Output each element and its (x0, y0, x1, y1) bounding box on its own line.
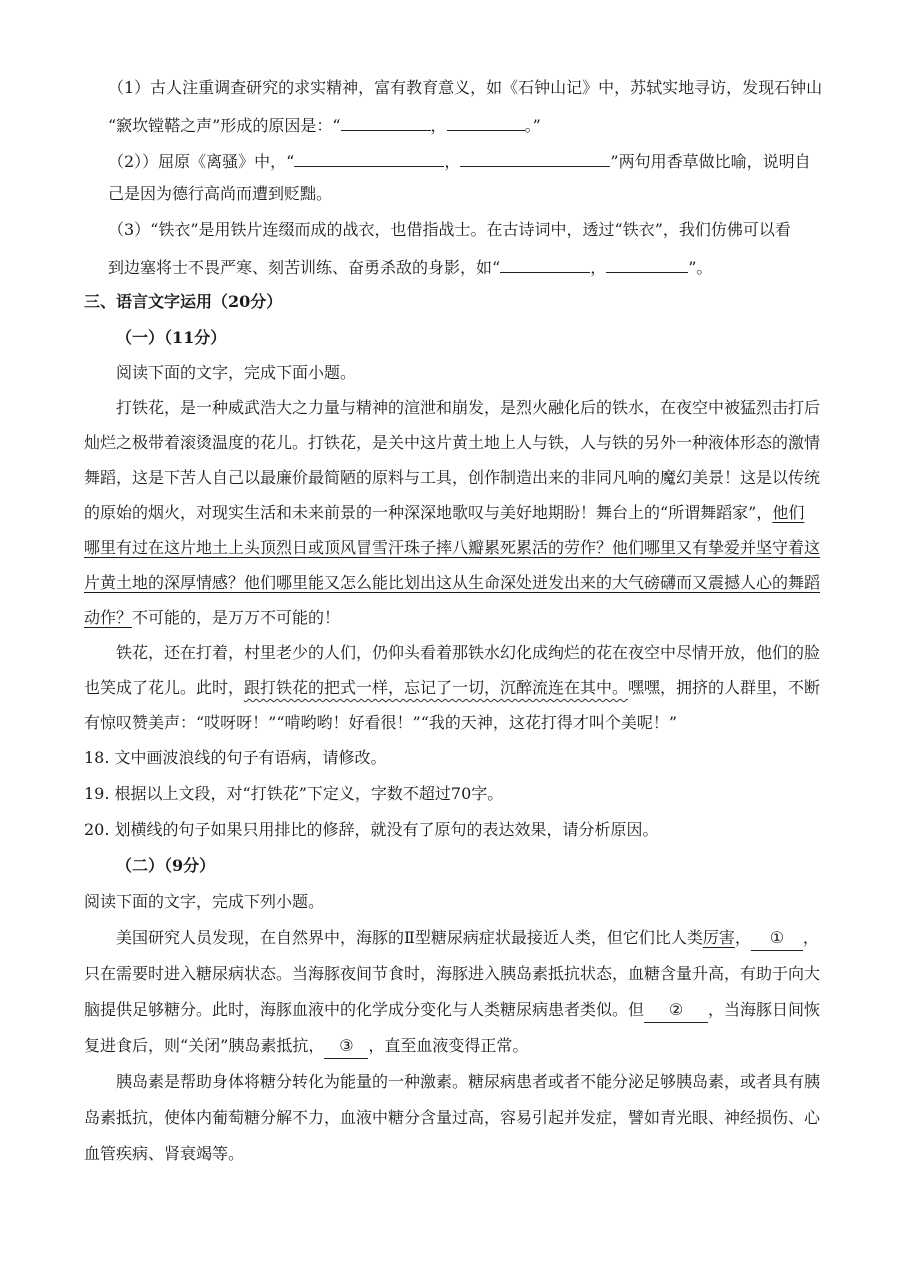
answer-blank[interactable] (294, 148, 444, 167)
q3-text: （3）“铁衣”是用铁片连缀而成的战衣，也借指战士。在古诗词中，透过“铁衣”，我们仿佛可以看 (108, 220, 791, 239)
answer-blank[interactable] (500, 254, 590, 273)
para1-line (84, 571, 820, 595)
plain-text: ， (802, 928, 819, 947)
blank-marker-1[interactable]: ① (751, 926, 803, 951)
plain-text: 美国研究人员发现，在自然界中，海豚的Ⅱ型糖尿病症状最接近人类，但它们比人类 (116, 928, 703, 947)
q3-prefix: 到边塞将士不畏严寒、刻苦训练、奋勇杀敌的身影，如“ (108, 258, 501, 277)
q1-suffix: 。” (524, 116, 541, 135)
para4-line: 胰岛素是帮助身体将糖分转化为能量的一种激素。糖尿病患者或者不能分泌足够胰岛素，或者具有胰 (116, 1072, 821, 1091)
plain-text: 也笑成了花儿。此时， (84, 678, 245, 697)
blank-marker-3[interactable]: ③ (324, 1034, 368, 1059)
plain-text: ，直至血液变得正常。 (368, 1036, 529, 1055)
para1-line: 打铁花，是一种威武浩大之力量与精神的渲泄和崩发，是烈火融化后的铁水，在夜空中被猛烈击打后 (116, 398, 821, 417)
para2-line (84, 676, 820, 700)
para1-line (84, 606, 340, 630)
para1-line (84, 501, 804, 525)
q1-text: （1）古人注重调查研究的求实精神，富有教育意义，如《石钟山记》中，苏轼实地寻访，发现石钟山 (108, 78, 823, 97)
para2-line: 有惊叹赞美声：“哎呀呀！”“啃哟哟！好看很！”“我的天神，这花打得才叫个美呢！” (84, 713, 678, 732)
plain-text: 脑提供足够糖分。此时，海豚血液中的化学成分变化与人类糖尿病患者类似。但 (84, 1000, 645, 1019)
q3-sep: ， (590, 258, 607, 277)
answer-blank[interactable] (606, 254, 688, 273)
plain-text: 嘿嘿，拥挤的人群里，不断 (628, 678, 821, 697)
question-20: 20. 划横线的句子如果只用排比的修辞，就没有了原句的表达效果，请分析原因。 (84, 820, 659, 839)
q1-sep: ， (430, 116, 447, 135)
para3-line (116, 926, 819, 950)
q1-line2 (108, 112, 541, 136)
plain-text: 不可能的，是万万不可能的！ (132, 608, 341, 627)
answer-blank[interactable] (447, 112, 525, 131)
wavy-underlined-sentence: 跟打铁花的把式一样，忘记了一切，沉醉流连在其中。 (244, 678, 629, 697)
answer-blank[interactable] (460, 148, 610, 167)
para3-line (84, 998, 820, 1022)
q3-line2 (108, 254, 712, 278)
underlined-sentence: 动作？ (84, 608, 133, 627)
part1-title: （一）（11分） (116, 328, 227, 347)
plain-text: 复进食后，则“关闭”胰岛素抵抗， (84, 1036, 325, 1055)
q3-line1 (108, 218, 791, 242)
q2-suffix: ”两句用香草做比喻，说明自 (610, 152, 811, 171)
part1-intro: 阅读下面的文字，完成下面小题。 (116, 363, 357, 382)
para1-line (84, 536, 820, 560)
underlined-sentence: 片黄土地的深厚情感？他们哪里能又怎么能比划出这从生命深处迸发出来的大气磅礴而又震撼人心的舞蹈 (84, 573, 821, 592)
plain-text: 的原始的烟火，对现实生活和未来前景的一种深深地歌叹与美好地期盼！舞台上的“所谓舞蹈家”， (84, 503, 773, 522)
plain-text: ，当海豚日间恢 (708, 1000, 821, 1019)
q2-prefix: （2））屈原《离骚》中，“ (108, 152, 295, 171)
q1-prefix: “窾坎镗鞳之声”形成的原因是：“ (108, 116, 341, 135)
para2-line: 铁花，还在打着，村里老少的人们，仍仰头看着那铁水幻化成绚烂的花在夜空中尽情开放，他们的脸 (116, 643, 821, 662)
part2-intro: 阅读下面的文字，完成下列小题。 (84, 892, 325, 911)
q2-sep: ， (444, 152, 461, 171)
underlined-sentence: 他们 (772, 503, 805, 522)
answer-blank[interactable] (341, 112, 431, 131)
para3-line (84, 1034, 528, 1058)
para3-line: 只在需要时进入糖尿病状态。当海豚夜间节食时，海豚进入胰岛素抵抗状态，血糖含量升高，有助于向大 (84, 964, 821, 983)
q2-line1 (108, 148, 811, 172)
underlined-sentence: 哪里有过在这片地土上头顶烈日或顶风冒雪汗珠子摔八瓣累死累活的劳作？他们哪里又有挚爱并坚守着这 (84, 538, 821, 557)
q2-text: 己是因为德行高尚而遭到贬黜。 (108, 184, 333, 203)
para4-line: 岛素抵抗，使体内葡萄糖分解不力，血液中糖分含量过高，容易引起并发症，譬如青光眼、神经损伤、心 (84, 1108, 821, 1127)
part2-title: （二）（9分） (116, 856, 216, 875)
underlined-word: 厉害 (702, 928, 735, 947)
question-18: 18. 文中画波浪线的句子有语病，请修改。 (84, 748, 387, 767)
para1-line: 舞蹈，这是下苦人自己以最廉价最简陋的原料与工具，创作制造出来的非同凡响的魔幻美景！这是以传统 (84, 468, 821, 487)
para4-line: 血管疾病、肾衰竭等。 (84, 1144, 245, 1163)
question-19: 19. 根据以上文段，对“打铁花”下定义，字数不超过70字。 (84, 784, 504, 803)
section-title: 三、语言文字运用（20分） (84, 292, 283, 311)
para1-line: 灿烂之极带着滚烫温度的花儿。打铁花，是关中这片黄土地上人与铁，人与铁的另外一种液体形态的激情 (84, 433, 821, 452)
plain-text: ， (734, 928, 751, 947)
q3-suffix: ”。 (688, 258, 713, 277)
q2-line2 (108, 182, 332, 206)
q1-line1 (108, 76, 822, 100)
blank-marker-2[interactable]: ② (644, 998, 708, 1023)
